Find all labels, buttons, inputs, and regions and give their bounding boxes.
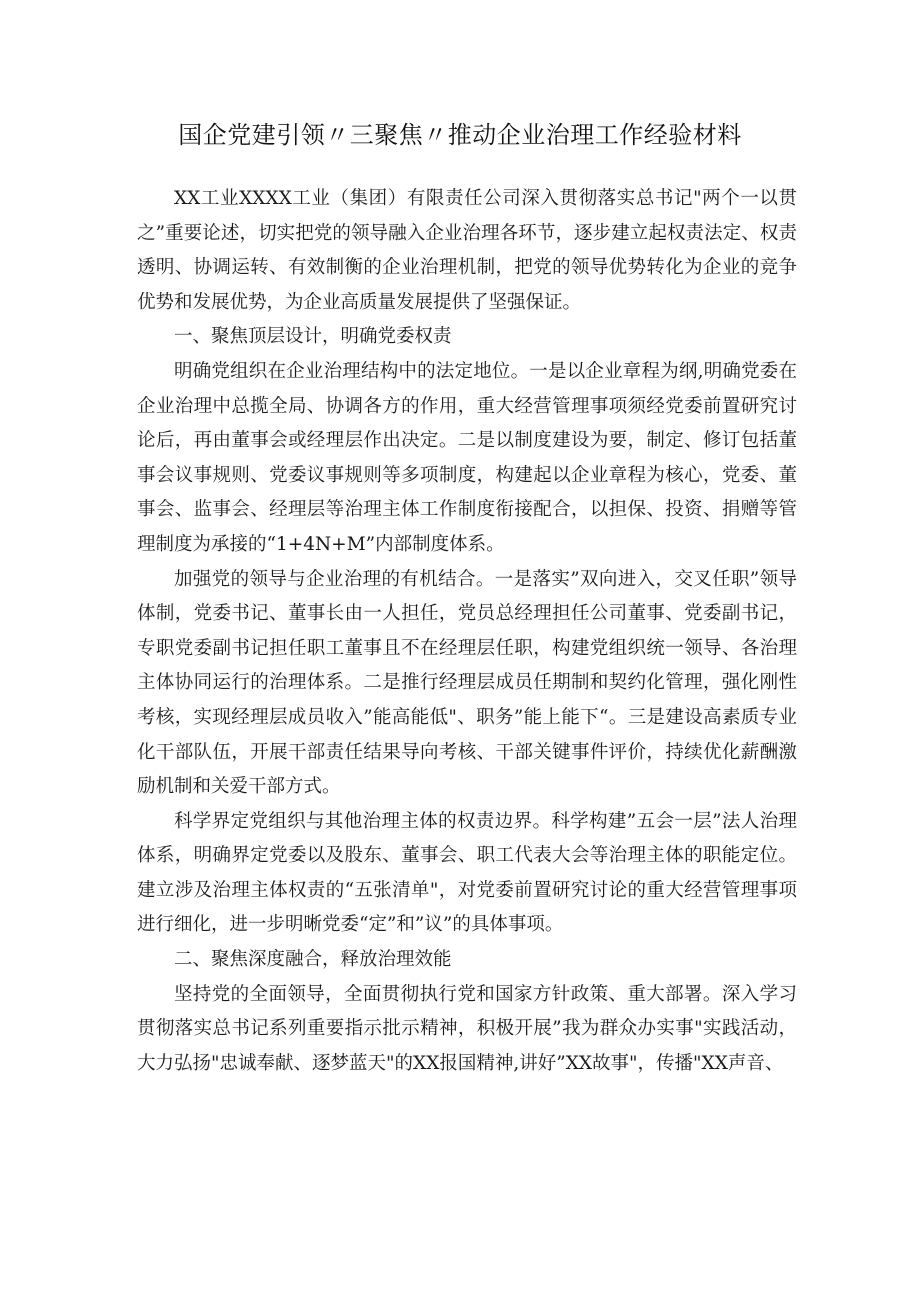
paragraph-1-3: 科学界定党组织与其他治理主体的权责边界。科学构建”五会一层”法人治理体系，明确界定党委以及股东、董事会、职工代表大会等治理主体的职能定位。建立涉及治理主体权责的“五张清单"，对党委前置研究讨论的重大经营管理事项进行细化，进一步明晰党委“定”和”议”的具体事项。 (137, 810, 797, 936)
document-title: 国企党建引领〃三聚焦〃推动企业治理工作经验材料 (178, 121, 742, 149)
paragraph-intro: XX工业XXXX工业（集团）有限责任公司深入贯彻落实总书记"两个一以贯之”重要论述，切实把党的领导融入企业治理各环节，逐步建立起权责法定、权责透明、协调运转、有效制衡的企业治理机制，把党的领导优势转化为企业的竞争优势和发展优势，为企业高质量发展提供了坚强保证。 (137, 188, 797, 313)
paragraph-1-2: 加强党的领导与企业治理的有机结合。一是落实”双向进入，交叉任职”领导体制，党委书记、董事长由一人担任，党员总经理担任公司董事、党委副书记，专职党委副书记担任职工董事且不在经理层任职，构建党组织统一领导、各治理主体协同运行的治理体系。二是推行经理层成员任期制和契约化管理，强化刚性考核，实现经理层成员收入”能高能低"、职务”能上能下“。三是建设高素质专业化干部队伍，开展干部责任结果导向考核、干部关键事件评价，持续优化薪酬激励机制和关爱干部方式。 (137, 568, 797, 798)
paragraph-1-1: 明确党组织在企业治理结构中的法定地位。一是以企业章程为纲,明确党委在企业治理中总揽全局、协调各方的作用，重大经营管理事项须经党委前置研究讨论后，再由董事会或经理层作出决定。二是以制度建设为要，制定、修订包括董事会议事规则、党委议事规则等多项制度，构建起以企业章程为核心，党委、董事会、监事会、经理层等治理主体工作制度衔接配合，以担保、投资、捐赠等管理制度为承接的“1+4N+M”内部制度体系。 (137, 360, 797, 555)
section-heading-2: 二、聚焦深度融合，释放治理效能 (174, 949, 452, 971)
document-body (137, 182, 797, 1081)
paragraph-2-1: 坚持党的全面领导，全面贯彻执行党和国家方针政策、重大部署。深入学习贯彻落实总书记系列重要指示批示精神，积极开展”我为群众办实事"实践活动，大力弘扬"忠诚奉献、逐梦蓝天"的XX报国精神,讲好”XX故事"，传播"XX声音、 (137, 983, 797, 1074)
section-heading-1: 一、聚焦顶层设计，明确党委权责 (174, 326, 452, 348)
